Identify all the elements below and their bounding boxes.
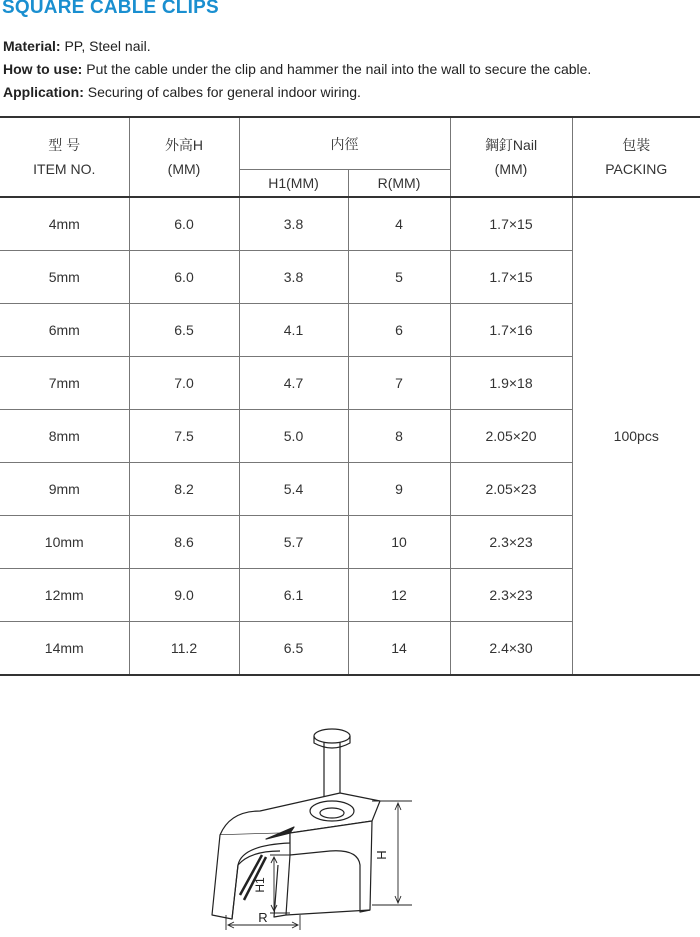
cell-r: 7 bbox=[348, 357, 450, 410]
cell-r: 9 bbox=[348, 463, 450, 516]
cell-h: 6.0 bbox=[129, 251, 239, 304]
application-value: Securing of calbes for general indoor wiring. bbox=[83, 84, 361, 100]
cell-h: 7.0 bbox=[129, 357, 239, 410]
header-outer-cn: 外高H bbox=[164, 137, 204, 153]
cell-item: 7mm bbox=[0, 357, 129, 410]
material-line bbox=[3, 38, 151, 54]
cell-h: 11.2 bbox=[129, 622, 239, 676]
page-title: SQUARE CABLE CLIPS bbox=[2, 0, 219, 18]
cell-r: 10 bbox=[348, 516, 450, 569]
header-nail-unit: (MM) bbox=[494, 161, 528, 177]
cell-h1: 4.1 bbox=[239, 304, 348, 357]
application-label: Application: bbox=[3, 84, 84, 100]
cell-item: 5mm bbox=[0, 251, 129, 304]
cell-item: 14mm bbox=[0, 622, 129, 676]
header-packing-cn: 包裝 bbox=[622, 137, 651, 153]
cell-item: 10mm bbox=[0, 516, 129, 569]
cell-item: 12mm bbox=[0, 569, 129, 622]
cell-h: 6.5 bbox=[129, 304, 239, 357]
cell-h1: 6.5 bbox=[239, 622, 348, 676]
cell-packing: 100pcs bbox=[572, 197, 700, 675]
cell-h1: 4.7 bbox=[239, 357, 348, 410]
cell-h1: 5.7 bbox=[239, 516, 348, 569]
cell-h: 8.6 bbox=[129, 516, 239, 569]
cell-r: 5 bbox=[348, 251, 450, 304]
header-packing bbox=[572, 117, 700, 197]
spec-table bbox=[0, 116, 700, 676]
cell-item: 4mm bbox=[0, 197, 129, 251]
cell-h1: 3.8 bbox=[239, 197, 348, 251]
cell-nail: 2.05×20 bbox=[450, 410, 572, 463]
cell-nail: 1.7×16 bbox=[450, 304, 572, 357]
dimension-r-label: R bbox=[258, 910, 268, 925]
header-outer-height bbox=[129, 117, 239, 197]
cell-h1: 6.1 bbox=[239, 569, 348, 622]
cell-r: 8 bbox=[348, 410, 450, 463]
cell-nail: 2.05×23 bbox=[450, 463, 572, 516]
cell-r: 6 bbox=[348, 304, 450, 357]
clip-diagram bbox=[190, 715, 430, 930]
cell-item: 9mm bbox=[0, 463, 129, 516]
cell-h: 6.0 bbox=[129, 197, 239, 251]
material-label: Material: bbox=[3, 38, 61, 54]
header-packing-en: PACKING bbox=[605, 161, 668, 177]
application-line bbox=[3, 84, 361, 100]
howto-value: Put the cable under the clip and hammer the nail into the wall to secure the cable. bbox=[82, 61, 592, 77]
cell-r: 12 bbox=[348, 569, 450, 622]
howto-line bbox=[3, 61, 591, 77]
header-nail-cn: 鋼釘Nail bbox=[484, 137, 538, 153]
cell-nail: 2.3×23 bbox=[450, 516, 572, 569]
header-outer-unit: (MM) bbox=[167, 161, 201, 177]
cell-h1: 5.4 bbox=[239, 463, 348, 516]
dimension-h1-label: H1 bbox=[253, 877, 267, 893]
cell-nail: 1.7×15 bbox=[450, 197, 572, 251]
cell-h: 7.5 bbox=[129, 410, 239, 463]
table-row bbox=[0, 197, 700, 251]
cell-r: 14 bbox=[348, 622, 450, 676]
howto-label: How to use: bbox=[3, 61, 83, 77]
cell-nail: 2.3×23 bbox=[450, 569, 572, 622]
cell-h1: 5.0 bbox=[239, 410, 348, 463]
header-item-cn: 型 号 bbox=[48, 137, 81, 153]
header-inner: 内徑 bbox=[239, 117, 450, 170]
header-h1: H1(MM) bbox=[239, 170, 348, 198]
header-r: R(MM) bbox=[348, 170, 450, 198]
cell-h: 9.0 bbox=[129, 569, 239, 622]
cell-nail: 1.7×15 bbox=[450, 251, 572, 304]
material-value: PP, Steel nail. bbox=[60, 38, 151, 54]
dimension-h-label: H bbox=[374, 850, 389, 860]
cell-item: 6mm bbox=[0, 304, 129, 357]
header-nail bbox=[450, 117, 572, 197]
header-item-en: ITEM NO. bbox=[33, 161, 96, 177]
cell-r: 4 bbox=[348, 197, 450, 251]
header-item bbox=[0, 117, 129, 197]
cell-nail: 1.9×18 bbox=[450, 357, 572, 410]
cell-nail: 2.4×30 bbox=[450, 622, 572, 676]
cell-h: 8.2 bbox=[129, 463, 239, 516]
cell-item: 8mm bbox=[0, 410, 129, 463]
cell-h1: 3.8 bbox=[239, 251, 348, 304]
